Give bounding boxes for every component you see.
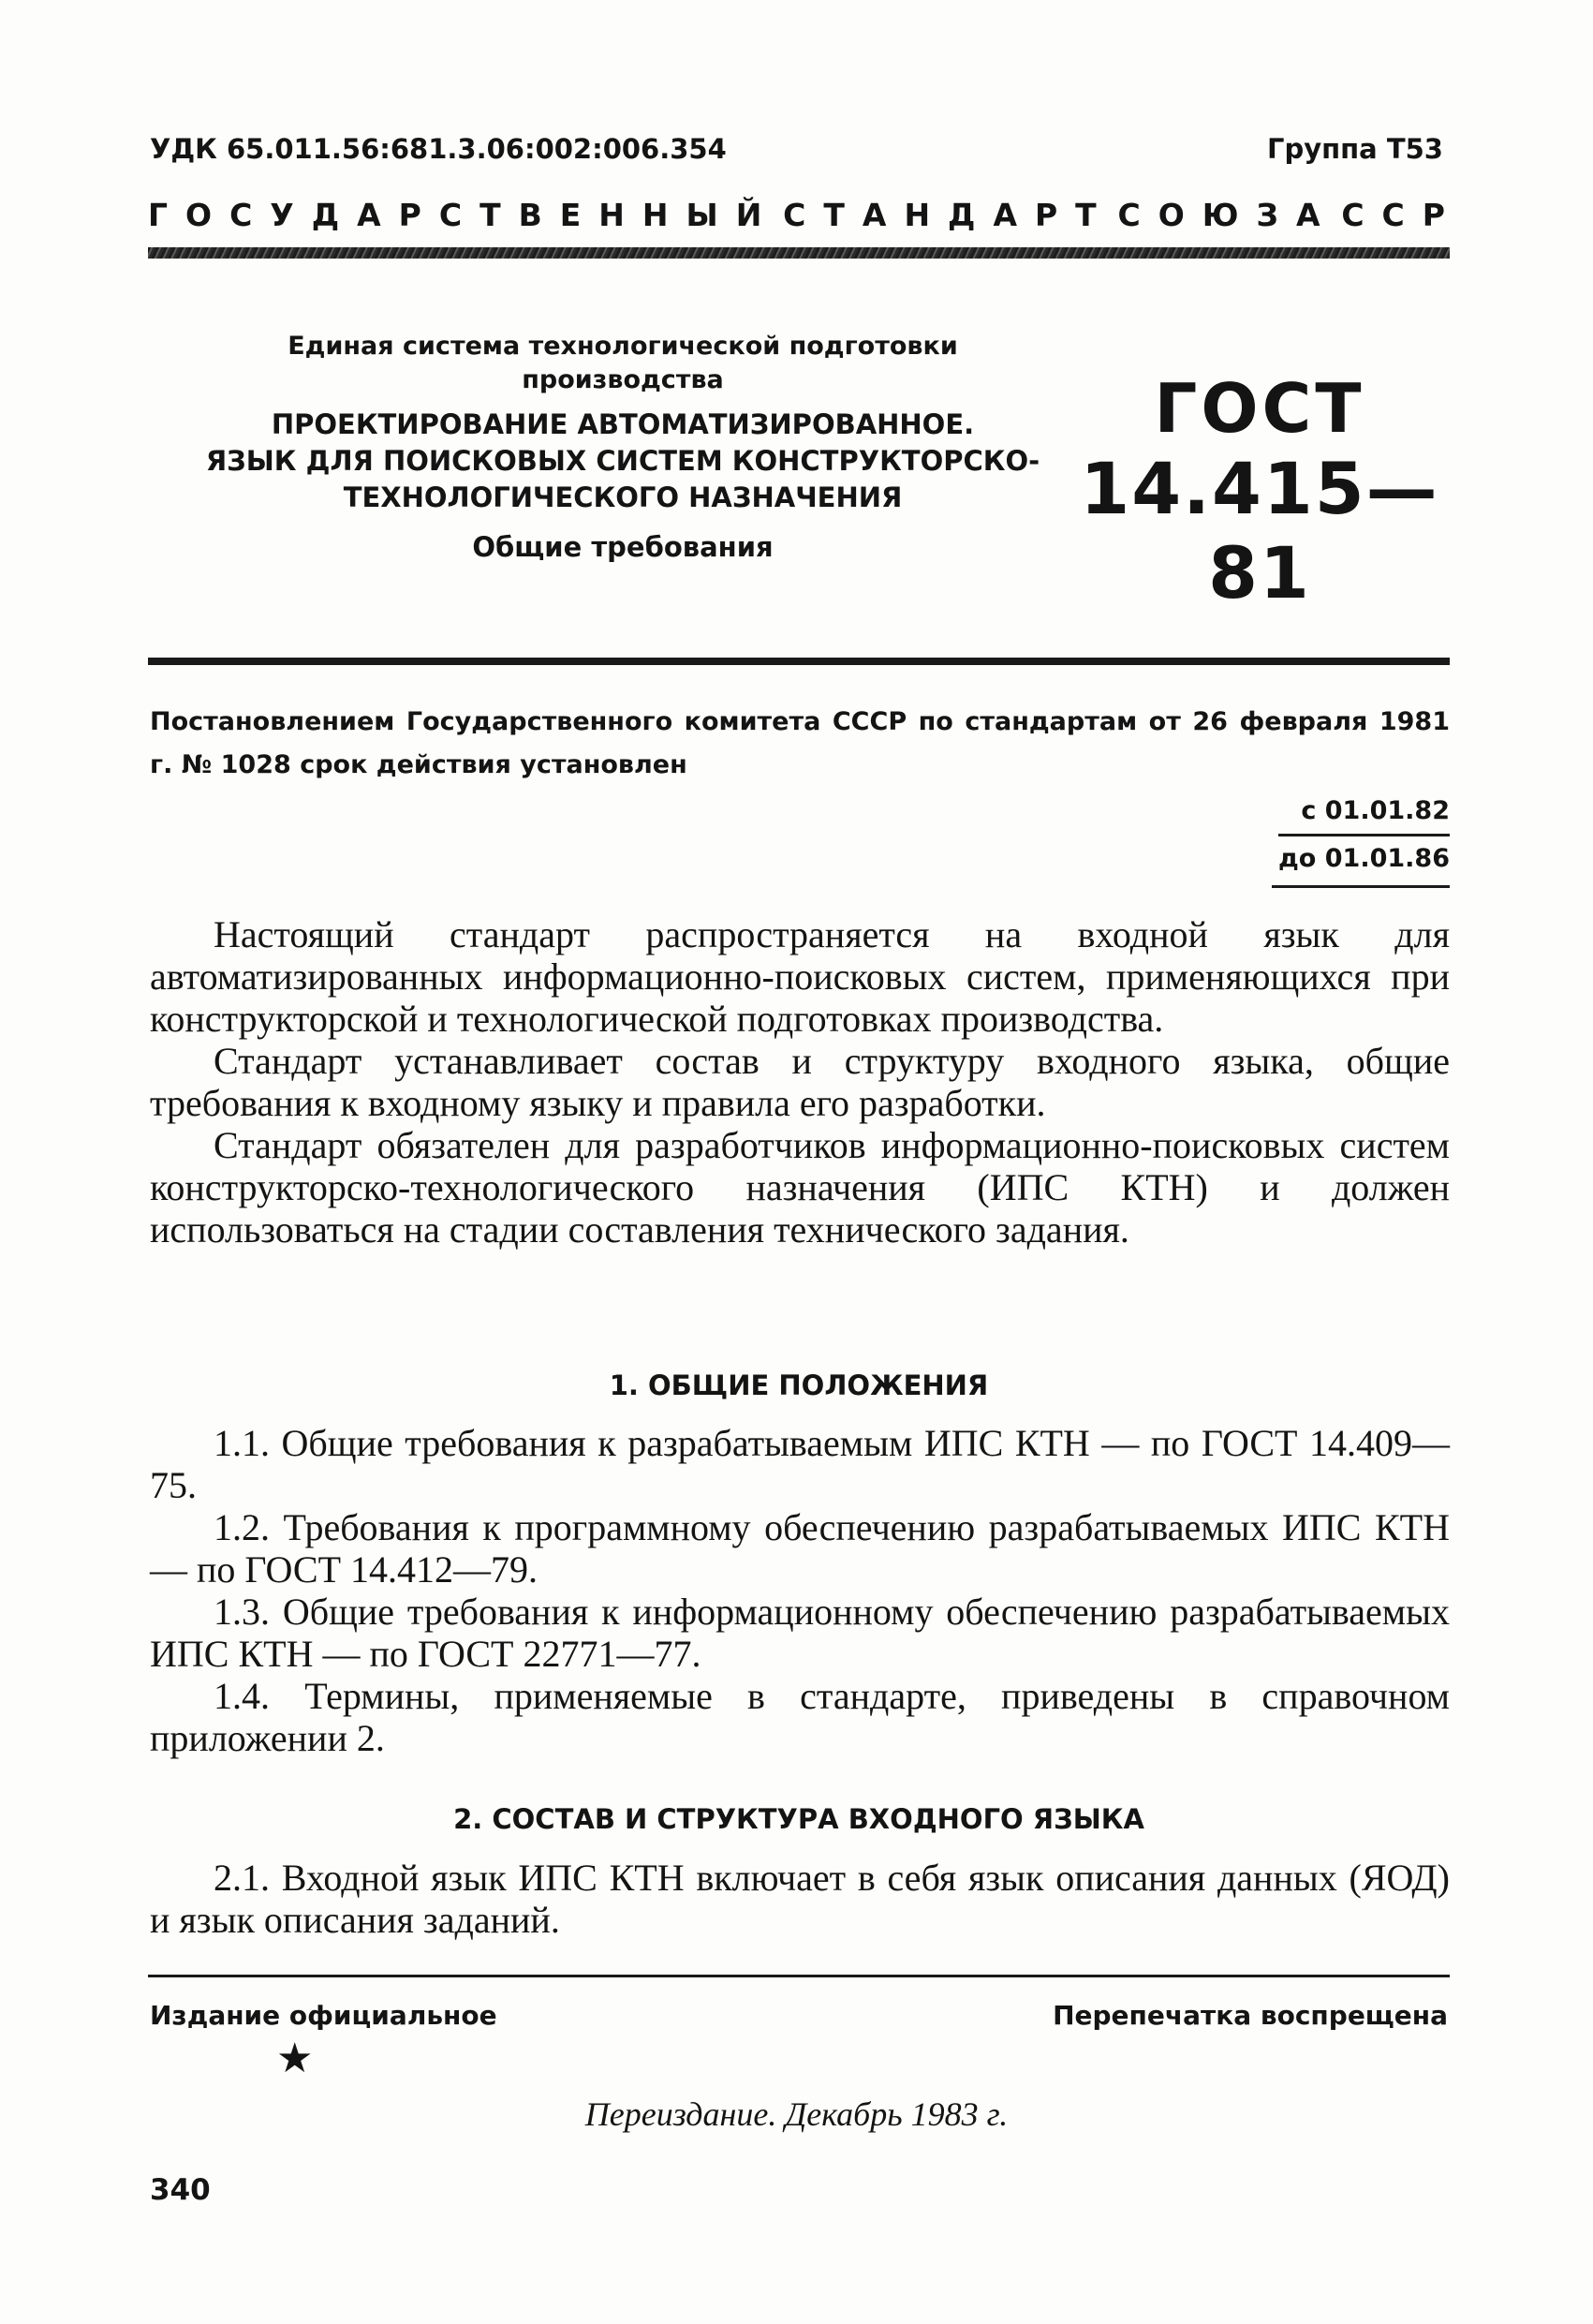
udc-code: УДК 65.011.56:681.3.06:002:006.354 <box>150 133 727 165</box>
section-1-heading: 1. ОБЩИЕ ПОЛОЖЕНИЯ <box>609 1369 989 1401</box>
subtitle: Общие требования <box>472 531 774 563</box>
clause-1-3: 1.3. Общие требования к информационному обеспечению разрабатываемых ИПС КТН — по ГОСТ 22771—77. <box>150 1591 1450 1675</box>
title-block <box>187 330 1058 563</box>
state-word-4: ССР <box>1341 197 1463 233</box>
gost-label: ГОСТ <box>1154 369 1365 448</box>
section-2-body <box>150 1857 1450 1941</box>
gost-number: 14.415—81 <box>1080 447 1439 614</box>
group-code: Группа Т53 <box>1266 133 1443 165</box>
decree-text: Постановлением Государственного комитета СССР по стандартам от 26 февраля 1981 г. № 1028 срок действия установлен <box>150 707 1450 779</box>
system-line-1: Единая система технологической подготовки <box>288 332 958 361</box>
section-1-body <box>150 1422 1450 1759</box>
state-standard-banner <box>148 197 1463 233</box>
intro-paragraph-1: Настоящий стандарт распространяется на входной язык для автоматизированных информационно-поисковых систем, применяющихся при конструкторской и технологической подготовках производства. <box>150 913 1450 1040</box>
valid-from: с 01.01.82 <box>1301 796 1450 825</box>
valid-to: до 01.01.86 <box>1278 834 1450 881</box>
intro-paragraph-3: Стандарт обязателен для разработчиков информационно-поисковых систем конструкторско-технологического назначения (ИПС КТН) и должен использоваться на стадии составления технического задания. <box>150 1124 1450 1251</box>
title-line-3: ТЕХНОЛОГИЧЕСКОГО НАЗНАЧЕНИЯ <box>343 481 903 513</box>
validity-dates <box>1278 789 1450 881</box>
page-number: 340 <box>150 2173 211 2207</box>
clause-2-1: 2.1. Входной язык ИПС КТН включает в себя язык описания данных (ЯОД) и язык описания заданий. <box>150 1857 1450 1941</box>
gost-designation <box>1077 370 1442 615</box>
divider-top <box>148 658 1450 665</box>
intro-text <box>150 913 1450 1251</box>
state-word-1: ГОСУДАРСТВЕННЫЙ <box>148 197 780 233</box>
dates-underline <box>1272 885 1450 888</box>
divider-bottom <box>148 1975 1450 1977</box>
star-icon: ★ <box>276 2035 314 2082</box>
clause-1-2: 1.2. Требования к программному обеспечению разрабатываемых ИПС КТН — по ГОСТ 14.412—79. <box>150 1506 1450 1591</box>
system-line-2: производства <box>522 365 724 394</box>
clause-1-4: 1.4. Термины, применяемые в стандарте, приведены в справочном приложении 2. <box>150 1675 1450 1759</box>
reprint-prohibited: Перепечатка воспрещена <box>1053 2000 1448 2031</box>
section-2-heading: 2. СОСТАВ И СТРУКТУРА ВХОДНОГО ЯЗЫКА <box>453 1803 1144 1835</box>
title-line-2: ЯЗЫК ДЛЯ ПОИСКОВЫХ СИСТЕМ КОНСТРУКТОРСКО- <box>205 445 1040 477</box>
state-word-3: СОЮЗА <box>1117 197 1338 233</box>
reissue-note: Переиздание. Декабрь 1983 г. <box>584 2095 1009 2133</box>
title-line-1: ПРОЕКТИРОВАНИЕ АВТОМАТИЗИРОВАННОЕ. <box>271 408 975 440</box>
state-word-2: СТАНДАРТ <box>783 197 1114 233</box>
clause-1-1: 1.1. Общие требования к разрабатываемым ИПС КТН — по ГОСТ 14.409—75. <box>150 1422 1450 1506</box>
official-edition: Издание официальное <box>150 2000 497 2031</box>
hatched-rule <box>148 247 1450 259</box>
intro-paragraph-2: Стандарт устанавливает состав и структуру входного языка, общие требования к входному языку и правила его разработки. <box>150 1040 1450 1124</box>
